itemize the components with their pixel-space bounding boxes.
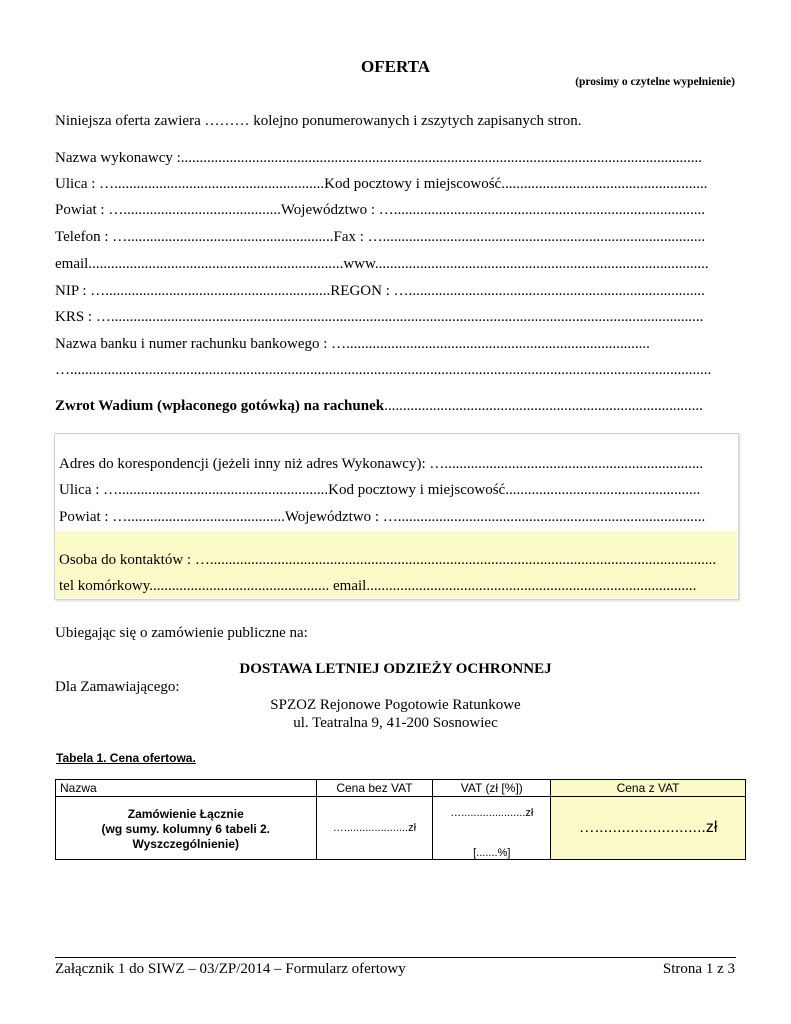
col-header-vat: VAT (zł [%]) xyxy=(433,780,551,797)
wadium-label: Zwrot Wadium (wpłaconego gotówką) na rachunek xyxy=(55,398,385,414)
cell-vat[interactable] xyxy=(433,797,551,860)
corr-adres: Adres do korespondencji (jeżeli inny niż adres Wykonawcy): …..................................................................... xyxy=(59,456,704,472)
intro-text: Niniejsza oferta zawiera ……… kolejno ponumerowanych i zszytych zapisanych stron. xyxy=(55,113,582,129)
field-ulica-kod: Ulica : …........................................................Kod pocztowy i miejscowość....................................................... xyxy=(55,176,708,192)
field-powiat: Powiat : …..........................................Województwo : …................................................................................... xyxy=(55,202,706,218)
footer-left: Załącznik 1 do SIWZ – 03/ZP/2014 – Formularz ofertowy xyxy=(55,961,406,977)
table-row xyxy=(56,797,746,860)
wadium-dots: ..................................................................................... xyxy=(384,398,703,414)
col-header-nazwa: Nazwa xyxy=(56,780,317,797)
field-nip-regon: NIP : …............................................................REGON : …............................................................................... xyxy=(55,283,705,299)
page-title: OFERTA xyxy=(361,57,430,76)
field-bank-continued: …........................................................................................................................................................................... xyxy=(55,362,712,378)
row-name-line-1: Zamówienie Łącznie xyxy=(127,806,244,821)
table-caption: Tabela 1. Cena ofertowa. xyxy=(56,751,196,765)
field-krs: KRS : ….............................................................................................................................................................. xyxy=(55,309,704,325)
field-email-www: email....................................................................www......................................................................................... xyxy=(55,256,709,272)
col-header-cena-bez-vat: Cena bez VAT xyxy=(316,780,433,797)
cell-cena-z-vat[interactable]: ….........................zł xyxy=(551,797,746,860)
corr-osoba: Osoba do kontaktów : …....................................................................................................................................... xyxy=(59,552,717,568)
order-subject: DOSTAWA LETNIEJ ODZIEŻY OCHRONNEJ xyxy=(239,661,552,677)
order-org: SPZOZ Rejonowe Pogotowie Ratunkowe xyxy=(270,697,521,713)
footer-divider xyxy=(55,957,736,958)
cell-cena-bez-vat[interactable]: ….....................zł xyxy=(316,797,433,860)
table-header-row xyxy=(56,780,746,797)
field-wadium xyxy=(55,398,735,415)
corr-ulica-kod: Ulica : …........................................................Kod pocztowy i miejscowość.................................................... xyxy=(59,482,701,498)
corr-tel-email: tel komórkowy................................................ email........................................................................................ xyxy=(59,578,697,594)
corr-powiat: Powiat : …..........................................Województwo : ….................................................................................. xyxy=(59,509,706,525)
page-number: Strona 1 z 3 xyxy=(662,961,735,977)
cell-vat-zl: ….....................zł xyxy=(450,807,534,819)
field-telefon-fax: Telefon : ….......................................................Fax : …...................................................................................... xyxy=(55,229,706,245)
row-name-line-2: (wg sumy. kolumny 6 tabeli 2. xyxy=(101,821,271,836)
row-name-line-3: Wyszczególnienie) xyxy=(132,836,239,851)
col-header-cena-z-vat: Cena z VAT xyxy=(551,780,746,797)
field-bank: Nazwa banku i numer rachunku bankowego : …................................................................................. xyxy=(55,336,650,352)
row-name xyxy=(56,797,317,860)
cell-vat-pct: [.......%] xyxy=(473,847,511,859)
order-for-label: Dla Zamawiającego: xyxy=(55,679,180,695)
order-intro: Ubiegając się o zamówienie publiczne na: xyxy=(55,625,308,641)
price-table xyxy=(55,779,746,860)
page-subtitle: (prosimy o czytelne wypełnienie) xyxy=(575,76,735,88)
field-nazwa: Nazwa wykonawcy :........................................................................................................................................... xyxy=(55,150,703,166)
order-address: ul. Teatralna 9, 41-200 Sosnowiec xyxy=(293,715,498,731)
